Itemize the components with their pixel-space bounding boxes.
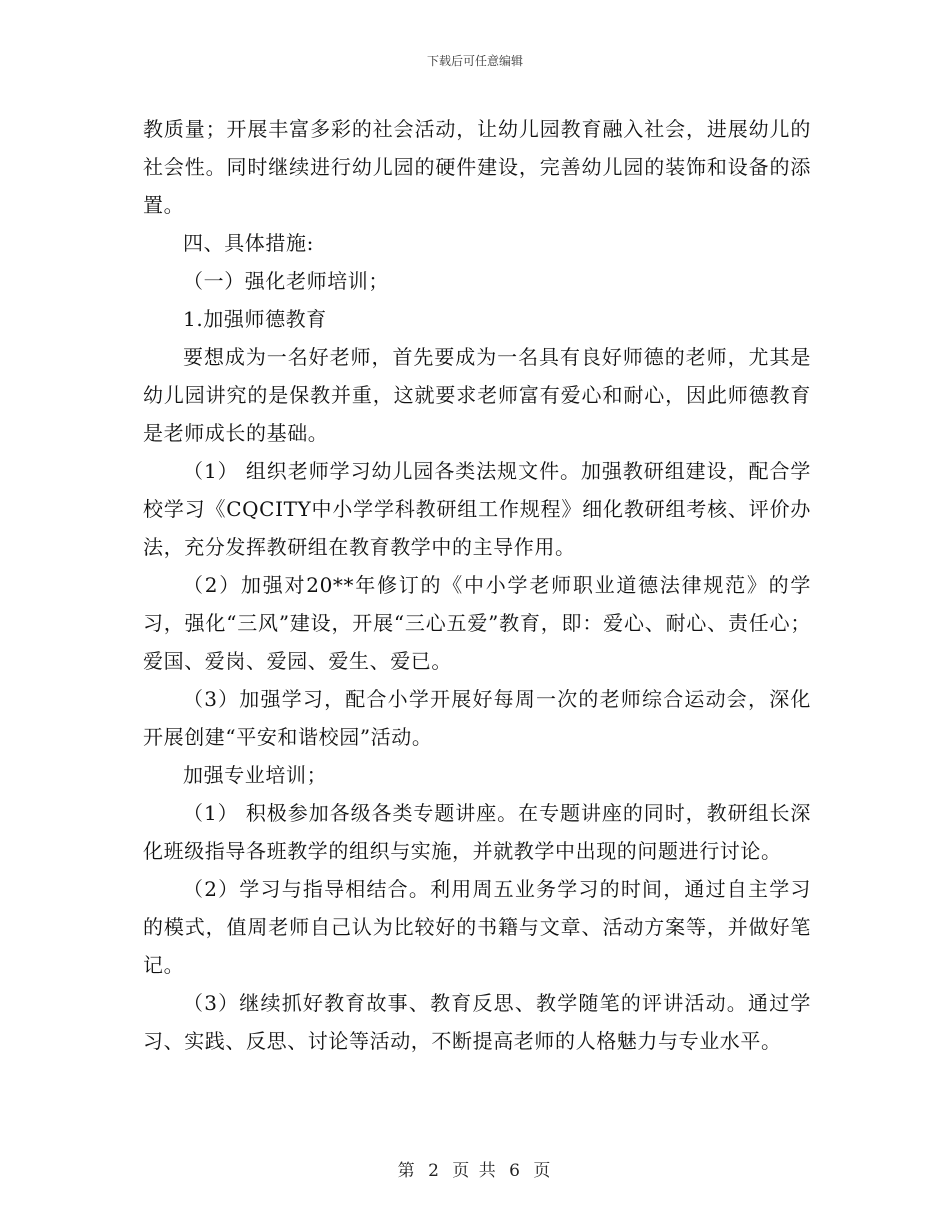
page-header: 下载后可任意编辑 [426, 54, 523, 68]
paragraph-ethics-1: （1） 组织老师学习幼儿园各类法规文件。加强教研组建设，配合学校学习《CQCITY中小学学科教研组工作规程》细化教研组考核、评价办法，充分发挥教研组在教育教学中的主导作用。 [143, 459, 811, 559]
subsection-heading-training: （一）强化老师培训； [183, 269, 389, 293]
footer-prefix: 第 [397, 1161, 417, 1181]
footer-total-pages: 6 [509, 1161, 522, 1181]
paragraph-professional-1: （1） 积极参加各级各类专题讲座。在专题讲座的同时，教研组长深化班级指导各班教学的组织与实施，并就教学中出现的问题进行讨论。 [143, 801, 811, 863]
footer-suffix: 页 [533, 1161, 553, 1181]
section-heading-measures: 四、具体措施: [183, 231, 314, 255]
footer-middle: 页 共 [452, 1161, 498, 1181]
document-body [143, 110, 811, 1060]
footer-page-number: 2 [428, 1161, 441, 1181]
paragraph-professional-2: （2）学习与指导相结合。利用周五业务学习的时间，通过自主学习的模式，值周老师自己认为比较好的书籍与文章、活动方案等，并做好笔记。 [143, 877, 811, 977]
paragraph-ethics-3: （3）加强学习，配合小学开展好每周一次的老师综合运动会，深化开展创建“平安和谐校园”活动。 [143, 687, 811, 749]
item-heading-ethics: 1.加强师德教育 [183, 307, 327, 331]
page-footer [0, 1156, 950, 1181]
paragraph-continuation: 教质量；开展丰富多彩的社会活动，让幼儿园教育融入社会，进展幼儿的社会性。同时继续进行幼儿园的硬件建设，完善幼儿园的装饰和设备的添置。 [143, 117, 811, 217]
paragraph-professional-3: （3）继续抓好教育故事、教育反思、教学随笔的评讲活动。通过学习、实践、反思、讨论等活动，不断提高老师的人格魅力与专业水平。 [143, 991, 811, 1053]
paragraph-ethics-2: （2）加强对20**年修订的《中小学老师职业道德法律规范》的学习，强化“三风”建设，开展“三心五爱”教育，即：爱心、耐心、责任心；爱国、爱岗、爱园、爱生、爱已。 [143, 573, 811, 673]
item-heading-professional: 加强专业培训； [183, 763, 328, 787]
paragraph-ethics-intro: 要想成为一名好老师，首先要成为一名具有良好师德的老师，尤其是幼儿园讲究的是保教并重，这就要求老师富有爱心和耐心，因此师德教育是老师成长的基础。 [143, 345, 811, 445]
